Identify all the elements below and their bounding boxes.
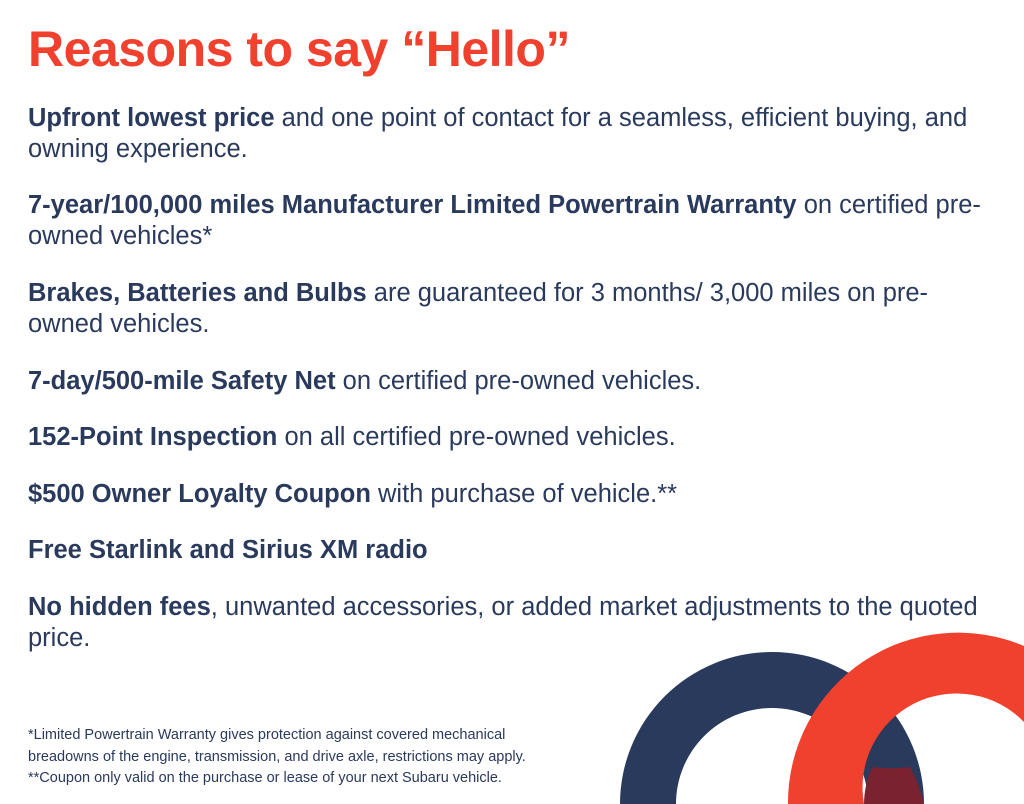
list-item (28, 535, 988, 566)
reason-text: on certified pre-owned vehicles. (335, 366, 702, 395)
list-item (28, 422, 988, 453)
page-title: Reasons to say “Hello” (28, 21, 570, 77)
footnote-line: breadowns of the engine, transmission, and drive axle, restrictions may apply. (28, 748, 526, 765)
reason-text: on certified pre-owned vehicles* (28, 191, 981, 251)
reason-bold-lead: 152-Point Inspection (28, 423, 278, 452)
reason-text: are guaranteed for 3 months/ 3,000 miles on pre-owned vehicles. (28, 278, 929, 339)
arc-overlap-shape (864, 767, 924, 804)
reason-bold-lead: $500 Owner Loyalty Coupon (28, 479, 371, 508)
list-item (28, 592, 988, 654)
reason-bold-lead: 7-day/500-mile Safety Net (28, 366, 336, 395)
reason-bold-lead: No hidden fees (28, 593, 211, 622)
reason-bold-lead: Free Starlink and Sirius XM radio (28, 536, 428, 565)
reason-text: , unwanted accessories, or added market adjustments to the quoted price. (28, 593, 978, 653)
reason-text: and one point of contact for a seamless, efficient buying, and owning experience. (28, 103, 968, 163)
red-arc-shape (788, 633, 1024, 804)
footnotes (28, 725, 628, 790)
list-item (28, 278, 988, 340)
list-item (28, 366, 988, 397)
navy-arc-shape (620, 652, 924, 804)
reason-bold-lead: Upfront lowest price (28, 103, 275, 132)
reason-text: on all certified pre-owned vehicles. (277, 423, 676, 452)
footnote-line: **Coupon only valid on the purchase or lease of your next Subaru vehicle. (28, 770, 502, 787)
reason-bold-lead: 7-year/100,000 miles Manufacturer Limited Powertrain Warranty (28, 191, 797, 220)
list-item (28, 479, 988, 510)
list-item (28, 190, 988, 252)
reason-text: with purchase of vehicle.** (370, 479, 678, 508)
reasons-list (28, 103, 996, 655)
footnote-line: *Limited Powertrain Warranty gives protection against covered mechanical (28, 726, 506, 743)
reason-bold-lead: Brakes, Batteries and Bulbs (28, 278, 367, 307)
list-item (28, 103, 988, 165)
